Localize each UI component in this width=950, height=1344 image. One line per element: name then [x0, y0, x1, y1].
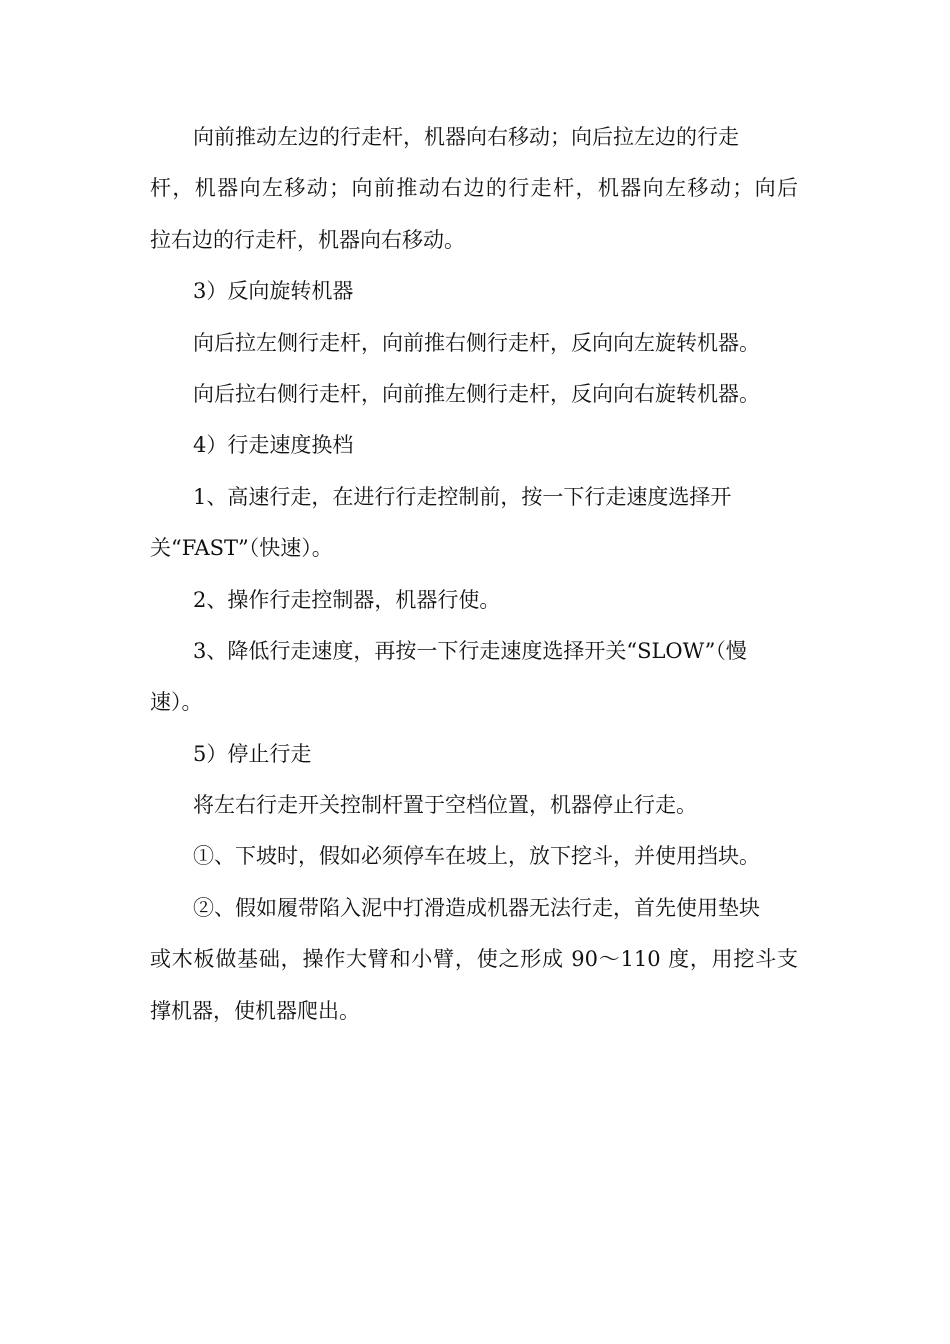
- paragraph-line: 向后拉左侧行走杆，向前推右侧行走杆，反向向左旋转机器。: [193, 330, 760, 355]
- paragraph-line: 向前推动左边的行走杆，机器向右移动；向后拉左边的行走: [193, 125, 739, 149]
- section-heading: 4）行走速度换档: [193, 433, 354, 458]
- paragraph-line: 将左右行走开关控制杆置于空档位置，机器停止行走。: [193, 793, 697, 818]
- paragraph-line: 或木板做基础，操作大臂和小臂，使之形成 90～110 度，用挖斗支: [150, 947, 798, 972]
- paragraph-line: ①、下坡时，假如必须停车在坡上，放下挖斗，并使用挡块。: [193, 844, 760, 869]
- paragraph-line: 2、操作行走控制器，机器行使。: [193, 587, 501, 612]
- paragraph-line: 向后拉右侧行走杆，向前推左侧行走杆，反向向右旋转机器。: [193, 381, 760, 406]
- paragraph-line: 撑机器，使机器爬出。: [150, 998, 360, 1023]
- section-heading: 3）反向旋转机器: [193, 279, 354, 304]
- paragraph-line: ②、假如履带陷入泥中打滑造成机器无法行走，首先使用垫块: [193, 895, 760, 920]
- paragraph-line: 1、高速行走，在进行行走控制前，按一下行走速度选择开: [193, 484, 732, 509]
- document-body: [150, 112, 798, 1037]
- paragraph-line: 3、降低行走速度，再按一下行走速度选择开关“SLOW”（慢: [193, 638, 747, 663]
- paragraph-line: 关“FAST”（快速）。: [150, 536, 333, 561]
- paragraph-line: 杆，机器向左移动；向前推动右边的行走杆，机器向左移动；向后: [150, 176, 798, 201]
- paragraph-line: 拉右边的行走杆，机器向右移动。: [150, 227, 465, 252]
- section-heading: 5）停止行走: [193, 741, 312, 766]
- paragraph-line: 速）。: [150, 690, 203, 715]
